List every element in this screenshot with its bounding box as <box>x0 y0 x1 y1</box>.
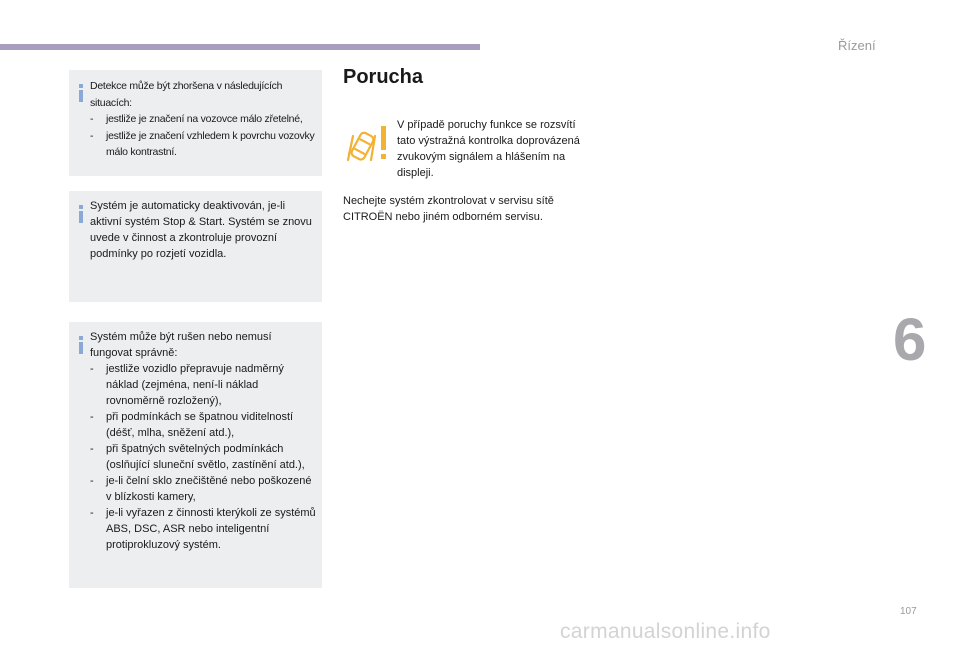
info-note-detection <box>69 70 322 176</box>
page-number: 107 <box>900 606 917 617</box>
warning-lamp-description: V případě poruchy funkce se rozsvítí tato výstražná kontrolka doprovázená zvukovým signálem a hlášením na displeji. <box>397 119 580 179</box>
note-list <box>90 361 316 553</box>
note-intro: Systém může být rušen nebo nemusí fungovat správně: <box>90 331 272 359</box>
list-item-text: jestliže je značení vzhledem k povrchu vozovky málo kontrastní. <box>106 129 315 158</box>
service-instruction: Nechejte systém zkontrolovat v servisu sítě CITROËN nebo jiném odborném servisu. <box>343 195 554 223</box>
info-icon <box>77 205 85 223</box>
list-item <box>90 409 316 441</box>
note-content <box>90 198 316 262</box>
list-item <box>90 505 316 553</box>
note-content <box>90 78 316 161</box>
section-heading: Porucha <box>343 66 424 88</box>
info-note-interference <box>69 322 322 588</box>
list-item-text: jestliže vozidlo přepravuje nadměrný náklad (zejména, není-li náklad rovnoměrně rozložený), <box>106 363 284 407</box>
bullet-dash: - <box>90 363 94 375</box>
chapter-color-bar <box>0 44 480 50</box>
bullet-dash: - <box>90 129 94 142</box>
info-note-stop-start <box>69 191 322 302</box>
bullet-dash: - <box>90 443 94 455</box>
list-item-text: je-li čelní sklo znečištěné nebo poškozené v blízkosti kamery, <box>106 475 312 503</box>
bullet-dash: - <box>90 475 94 487</box>
note-content <box>90 329 316 553</box>
note-intro: Detekce může být zhoršena v následujících situacích: <box>90 80 283 109</box>
list-item-text: je-li vyřazen z činnosti kterýkoli ze systémů ABS, DSC, ASR nebo inteligentní protiprokluzový systém. <box>106 507 316 551</box>
lane-departure-warning-icon <box>345 122 399 164</box>
list-item-text: při podmínkách se špatnou viditelností (déšť, mlha, sněžení atd.), <box>106 411 294 439</box>
list-item <box>90 473 316 505</box>
chapter-title: Řízení <box>838 38 876 53</box>
info-icon <box>77 84 85 102</box>
info-icon <box>77 336 85 354</box>
bullet-dash: - <box>90 507 94 519</box>
list-item <box>90 111 316 128</box>
note-text: Systém je automaticky deaktivován, je-li aktivní systém Stop & Start. Systém se znovu uvede v činnost a zkontroluje provozní podmínky po rozjetí vozidla. <box>90 200 312 260</box>
watermark: carmanualsonline.info <box>560 620 771 643</box>
list-item-text: při špatných světelných podmínkách (oslňující sluneční světlo, zastínění atd.), <box>106 443 305 471</box>
list-item <box>90 361 316 409</box>
list-item <box>90 441 316 473</box>
bullet-dash: - <box>90 411 94 423</box>
bullet-dash: - <box>90 113 94 125</box>
chapter-number: 6 <box>893 306 927 373</box>
list-item-text: jestliže je značení na vozovce málo zřetelné, <box>106 113 303 125</box>
note-list <box>90 111 316 161</box>
list-item <box>90 128 316 161</box>
